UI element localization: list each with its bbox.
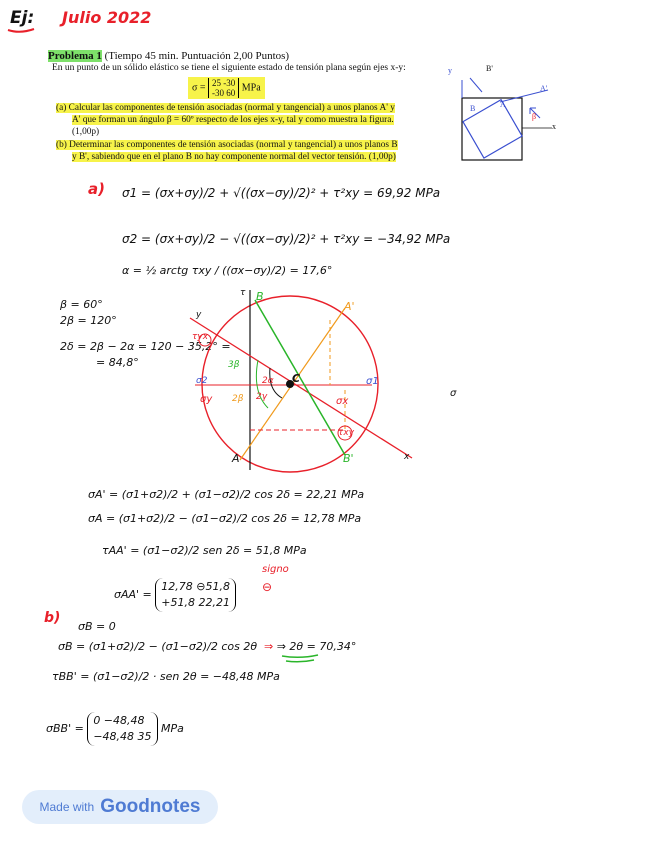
sigma-bb-matrix: σBB' = 0 −48,48 −48,48 35 MPa <box>46 712 184 746</box>
bb-matrix-row-2: −48,48 35 <box>93 730 152 743</box>
fig-a-label: A <box>500 100 506 109</box>
problem-meta: (Tiempo 45 min. Puntuación 2,00 Puntos) <box>104 50 290 62</box>
beta-value: β = 60° <box>60 298 103 311</box>
part-a-line-2: A' que forman un ángulo β = 60º respecto de los ejes x-y, tal y como muestra la figura. <box>72 115 394 125</box>
mohr-tau-axis-label: τ <box>240 288 246 298</box>
bb-matrix-row-1: 0 −48,48 <box>93 714 145 727</box>
bb-matrix-unit: MPa <box>161 722 184 735</box>
part-a-line-1: (a) Calcular las componentes de tensión asociadas (normal y tangencial) a unos planos A' y <box>56 103 395 113</box>
tensor-row-2: -30 60 <box>212 88 236 98</box>
sigma1-equation: σ1 = (σx+σy)/2 + √((σx−σy)/2)² + τ²xy = 69,92 MPa <box>122 186 441 200</box>
sigma-aa-matrix: σAA' = 12,78 ⊖51,8 +51,8 22,21 <box>114 578 236 612</box>
sign-note-mark: ⊖ <box>262 580 273 594</box>
sigma-a-equation: σA = (σ1+σ2)/2 − (σ1−σ2)/2 cos 2δ = 12,78 MPa <box>88 512 362 525</box>
mohr-two-beta: 2β <box>232 394 244 404</box>
two-beta-value: 2β = 120° <box>60 314 117 327</box>
mohr-y-point: y <box>196 310 202 320</box>
mohr-two-gamma: 2γ <box>256 392 268 402</box>
problem-heading: Problema 1 <box>48 50 102 62</box>
mohr-sigma-x: σx <box>336 396 349 407</box>
mohr-sigma-y: σy <box>200 394 213 405</box>
fig-x-label: x <box>552 122 556 131</box>
mohr-sigma1: σ1 <box>366 376 379 387</box>
fig-beta: β <box>532 112 537 121</box>
mohr-point-a: A <box>232 452 240 465</box>
tensor-row-1: 25 -30 <box>212 78 236 88</box>
two-delta-result: = 84,8° <box>96 356 139 369</box>
badge-made-with: Made with <box>39 800 95 814</box>
mohr-tau-yx: τyx <box>192 332 209 342</box>
mohr-tau-xy: τxy <box>338 428 355 438</box>
sigma-b-zero: σB = 0 <box>78 620 116 633</box>
tau-bb-equation: τBB' = (σ1−σ2)/2 · sen 2θ = −48,48 MPa <box>52 670 280 683</box>
mohr-point-b: B <box>256 290 264 303</box>
mohr-point-b-prime: B' <box>343 452 354 465</box>
exam-date-title: Julio 2022 <box>62 8 152 27</box>
part-b-marker: b) <box>44 610 61 626</box>
sigma2-equation: σ2 = (σx+σy)/2 − √((σx−σy)/2)² + τ²xy = −34,92 MPa <box>122 232 451 246</box>
part-b-line-2: y B', sabiendo que en el plano B no hay componente normal del vector tensión. (1,00p) <box>72 152 396 162</box>
exercise-label: Ej: <box>10 8 35 28</box>
aa-matrix-row-1: 12,78 ⊖51,8 <box>161 580 230 593</box>
sign-note: signo <box>262 564 289 575</box>
part-b-line-1: (b) Determinar las componentes de tensión asociadas (normal y tangencial) a unos planos B <box>56 140 398 150</box>
tensor-unit: MPa <box>241 82 261 94</box>
tau-aa-equation: τAA' = (σ1−σ2)/2 sen 2δ = 51,8 MPa <box>102 544 307 557</box>
mohr-two-alpha: 2α <box>262 376 274 386</box>
badge-brand: Goodnotes <box>100 796 201 817</box>
mohr-x-point: x <box>404 452 410 462</box>
mohr-sigma2: σ2 <box>196 376 208 386</box>
fig-b-prime: B' <box>486 64 493 73</box>
part-a-marker: a) <box>88 180 105 198</box>
goodnotes-badge[interactable] <box>22 790 218 824</box>
aa-matrix-row-2: +51,8 22,21 <box>161 596 230 609</box>
mohr-point-a-prime: A' <box>344 300 355 313</box>
tensor-label: σ = <box>192 82 206 94</box>
fig-a-prime: A' <box>540 84 548 93</box>
fig-y-label: y <box>448 66 452 75</box>
two-delta-equation: 2δ = 2β − 2α = 120 − 35,2° = <box>60 340 231 353</box>
two-theta-result: ⇒ ⇒ 2θ = 70,34° <box>264 640 357 653</box>
sigma-b-equation: σB = (σ1+σ2)/2 − (σ1−σ2)/2 cos 2θ <box>58 640 258 653</box>
problem-intro: En un punto de un sólido elástico se tiene el siguiente estado de tensión plana según ejes x-y: <box>52 63 406 73</box>
part-a-points: (1,00p) <box>72 127 100 137</box>
alpha-equation: α = ½ arctg τxy / ((σx−σy)/2) = 17,6° <box>122 264 333 277</box>
mohr-center-c: C <box>292 372 301 385</box>
mohr-label-3beta: 3β <box>228 360 240 370</box>
mohr-sigma-axis-label: σ <box>450 388 457 399</box>
sigma-a-prime-equation: σA' = (σ1+σ2)/2 + (σ1−σ2)/2 cos 2δ = 22,21 MPa <box>88 488 365 501</box>
fig-b-label: B <box>470 104 476 113</box>
